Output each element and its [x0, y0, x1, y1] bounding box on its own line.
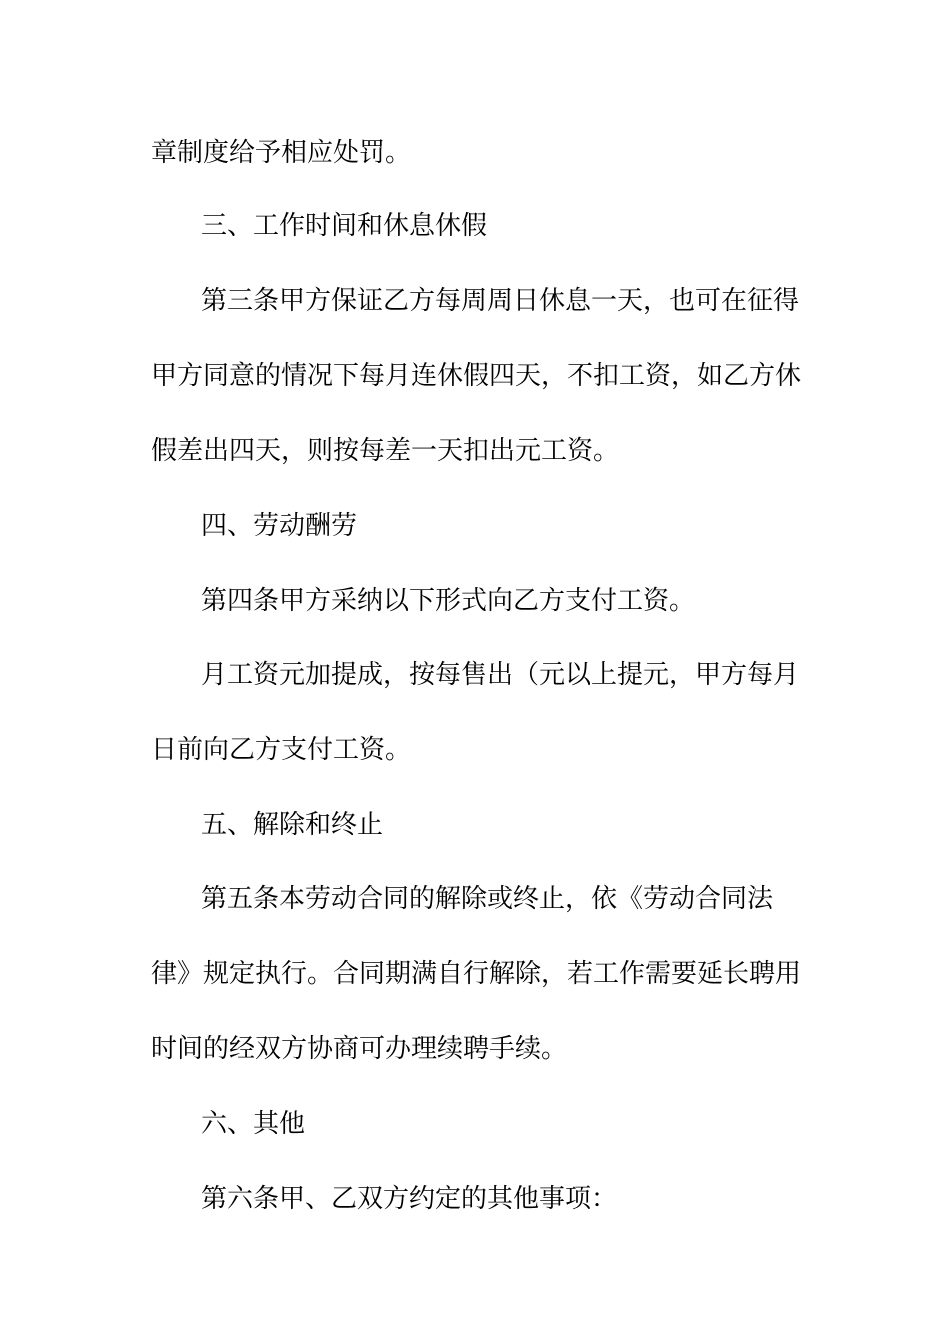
salary-line-2: 日前向乙方支付工资。 [151, 735, 412, 765]
section-heading-other: 六、其他 [201, 1109, 306, 1139]
article-3-line-3: 假差出四天，则按每差一天扣出元工资。 [151, 436, 620, 466]
article-5-line-2: 律》规定执行。合同期满自行解除，若工作需要延长聘用 [151, 959, 802, 989]
salary-line-1: 月工资元加提成，按每售出（元以上提元，甲方每月 [201, 660, 800, 690]
article-4-line-1: 第四条甲方采纳以下形式向乙方支付工资。 [201, 586, 696, 616]
article-3-line-1: 第三条甲方保证乙方每周周日休息一天，也可在征得 [201, 286, 800, 316]
section-heading-remuneration: 四、劳动酬劳 [201, 511, 358, 541]
section-heading-work-hours: 三、工作时间和休息休假 [201, 211, 488, 241]
article-6-line-1: 第六条甲、乙双方约定的其他事项： [201, 1184, 618, 1214]
paragraph-continuation-line: 章制度给予相应处罚。 [151, 138, 412, 168]
article-5-line-3: 时间的经双方协商可办理续聘手续。 [151, 1034, 568, 1064]
article-3-line-2: 甲方同意的情况下每月连休假四天，不扣工资，如乙方休 [151, 361, 802, 391]
article-5-line-1: 第五条本劳动合同的解除或终止，依《劳动合同法 [201, 884, 774, 914]
section-heading-termination: 五、解除和终止 [201, 810, 384, 840]
